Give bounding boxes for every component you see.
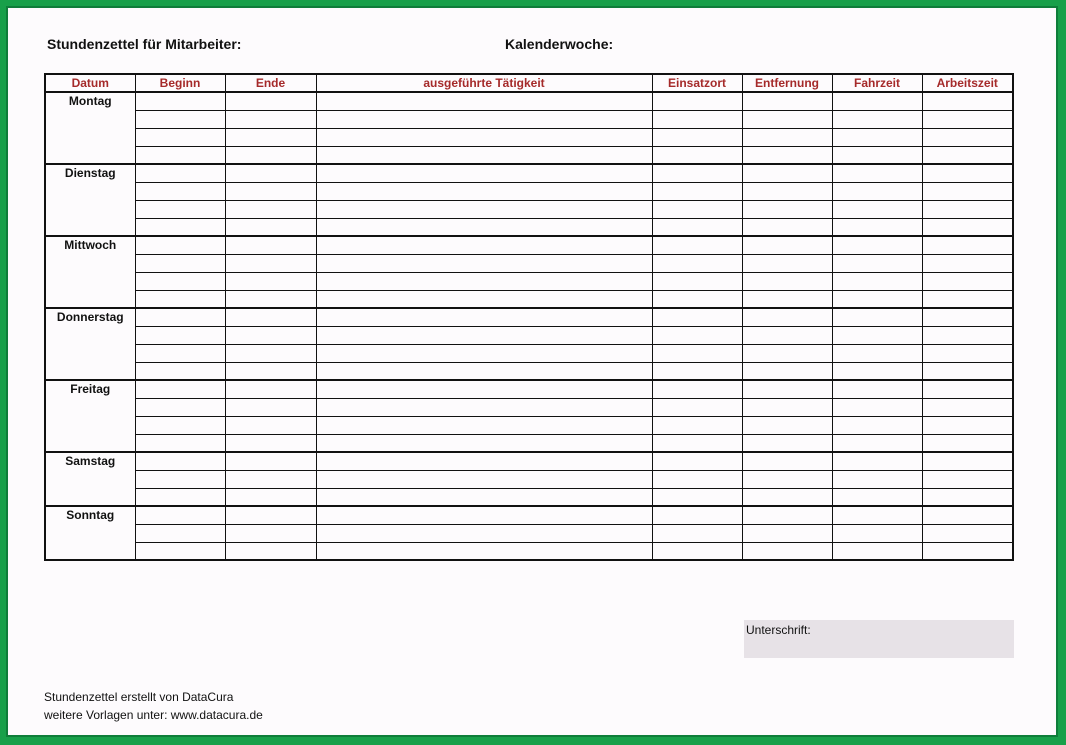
entry-cell[interactable] (135, 416, 225, 434)
entry-cell[interactable] (832, 128, 922, 146)
entry-cell[interactable] (922, 272, 1013, 290)
entry-cell[interactable] (922, 146, 1013, 164)
entry-cell[interactable] (742, 110, 832, 128)
entry-cell[interactable] (652, 110, 742, 128)
entry-cell[interactable] (652, 92, 742, 110)
signature-field[interactable] (744, 620, 1014, 658)
entry-cell[interactable] (742, 380, 832, 398)
entry-cell[interactable] (316, 542, 652, 560)
entry-cell[interactable] (316, 110, 652, 128)
entry-cell[interactable] (922, 92, 1013, 110)
entry-cell[interactable] (832, 254, 922, 272)
entry-cell[interactable] (832, 470, 922, 488)
entry-cell[interactable] (225, 200, 316, 218)
entry-cell[interactable] (316, 92, 652, 110)
column-header-7: Arbeitszeit (922, 74, 1013, 92)
entry-cell[interactable] (742, 470, 832, 488)
table-row (45, 362, 1013, 380)
entry-cell[interactable] (316, 362, 652, 380)
entry-cell[interactable] (832, 380, 922, 398)
entry-cell[interactable] (652, 290, 742, 308)
entry-cell[interactable] (135, 326, 225, 344)
entry-cell[interactable] (832, 452, 922, 470)
entry-cell[interactable] (316, 182, 652, 200)
day-label: Freitag (45, 380, 135, 452)
entry-cell[interactable] (225, 344, 316, 362)
entry-cell[interactable] (316, 200, 652, 218)
entry-cell[interactable] (742, 146, 832, 164)
entry-cell[interactable] (742, 488, 832, 506)
entry-cell[interactable] (652, 182, 742, 200)
entry-cell[interactable] (135, 308, 225, 326)
entry-cell[interactable] (742, 308, 832, 326)
entry-cell[interactable] (225, 308, 316, 326)
column-header-3: ausgeführte Tätigkeit (316, 74, 652, 92)
entry-cell[interactable] (316, 398, 652, 416)
entry-cell[interactable] (135, 200, 225, 218)
entry-cell[interactable] (652, 326, 742, 344)
column-header-1: Beginn (135, 74, 225, 92)
entry-cell[interactable] (742, 164, 832, 182)
column-header-6: Fahrzeit (832, 74, 922, 92)
column-header-row (45, 74, 1013, 92)
table-row (45, 470, 1013, 488)
entry-cell[interactable] (652, 524, 742, 542)
entry-cell[interactable] (316, 416, 652, 434)
column-header-0: Datum (45, 74, 135, 92)
entry-cell[interactable] (742, 182, 832, 200)
table-row (45, 434, 1013, 452)
table-row (45, 254, 1013, 272)
entry-cell[interactable] (832, 146, 922, 164)
entry-cell[interactable] (225, 326, 316, 344)
table-row (45, 326, 1013, 344)
table-row (45, 110, 1013, 128)
entry-cell[interactable] (316, 344, 652, 362)
entry-cell[interactable] (225, 362, 316, 380)
entry-cell[interactable] (742, 524, 832, 542)
entry-cell[interactable] (652, 380, 742, 398)
entry-cell[interactable] (316, 290, 652, 308)
entry-cell[interactable] (225, 416, 316, 434)
entry-cell[interactable] (742, 200, 832, 218)
entry-cell[interactable] (832, 326, 922, 344)
entry-cell[interactable] (135, 542, 225, 560)
table-row (45, 398, 1013, 416)
entry-cell[interactable] (135, 164, 225, 182)
entry-cell[interactable] (922, 506, 1013, 524)
entry-cell[interactable] (922, 182, 1013, 200)
entry-cell[interactable] (652, 164, 742, 182)
entry-cell[interactable] (742, 398, 832, 416)
entry-cell[interactable] (742, 452, 832, 470)
entry-cell[interactable] (652, 488, 742, 506)
entry-cell[interactable] (832, 362, 922, 380)
table-row (45, 380, 1013, 398)
entry-cell[interactable] (922, 254, 1013, 272)
entry-cell[interactable] (652, 452, 742, 470)
entry-cell[interactable] (652, 272, 742, 290)
entry-cell[interactable] (922, 416, 1013, 434)
entry-cell[interactable] (652, 398, 742, 416)
day-label: Donnerstag (45, 308, 135, 380)
calendar-week-label: Kalenderwoche: (505, 36, 614, 52)
entry-cell[interactable] (135, 110, 225, 128)
entry-cell[interactable] (652, 416, 742, 434)
entry-cell[interactable] (922, 380, 1013, 398)
timesheet-table-wrap (44, 73, 1014, 561)
entry-cell[interactable] (316, 272, 652, 290)
entry-cell[interactable] (832, 110, 922, 128)
entry-cell[interactable] (922, 524, 1013, 542)
entry-cell[interactable] (922, 488, 1013, 506)
entry-cell[interactable] (316, 524, 652, 542)
day-label: Sonntag (45, 506, 135, 560)
entry-cell[interactable] (742, 236, 832, 254)
entry-cell[interactable] (742, 542, 832, 560)
entry-cell[interactable] (832, 236, 922, 254)
entry-cell[interactable] (225, 506, 316, 524)
entry-cell[interactable] (742, 506, 832, 524)
entry-cell[interactable] (742, 362, 832, 380)
entry-cell[interactable] (922, 470, 1013, 488)
employee-title: Stundenzettel für Mitarbeiter: (47, 36, 242, 52)
table-row (45, 236, 1013, 254)
table-row (45, 344, 1013, 362)
entry-cell[interactable] (135, 128, 225, 146)
signature-label: Unterschrift: (746, 623, 811, 637)
entry-cell[interactable] (225, 470, 316, 488)
table-row (45, 488, 1013, 506)
entry-cell[interactable] (922, 128, 1013, 146)
entry-cell[interactable] (225, 182, 316, 200)
entry-cell[interactable] (316, 470, 652, 488)
entry-cell[interactable] (742, 326, 832, 344)
footer-credit: Stundenzettel erstellt von DataCura (44, 690, 234, 704)
entry-cell[interactable] (652, 542, 742, 560)
entry-cell[interactable] (832, 164, 922, 182)
entry-cell[interactable] (225, 398, 316, 416)
entry-cell[interactable] (922, 452, 1013, 470)
column-header-2: Ende (225, 74, 316, 92)
entry-cell[interactable] (922, 542, 1013, 560)
entry-cell[interactable] (652, 218, 742, 236)
entry-cell[interactable] (316, 308, 652, 326)
entry-cell[interactable] (652, 470, 742, 488)
entry-cell[interactable] (135, 236, 225, 254)
table-row (45, 146, 1013, 164)
entry-cell[interactable] (135, 524, 225, 542)
day-label: Samstag (45, 452, 135, 506)
entry-cell[interactable] (225, 272, 316, 290)
entry-cell[interactable] (135, 254, 225, 272)
entry-cell[interactable] (652, 308, 742, 326)
entry-cell[interactable] (135, 362, 225, 380)
entry-cell[interactable] (225, 434, 316, 452)
entry-cell[interactable] (922, 290, 1013, 308)
entry-cell[interactable] (316, 254, 652, 272)
entry-cell[interactable] (225, 380, 316, 398)
entry-cell[interactable] (742, 434, 832, 452)
timesheet-table (44, 73, 1014, 561)
entry-cell[interactable] (922, 344, 1013, 362)
entry-cell[interactable] (652, 254, 742, 272)
entry-cell[interactable] (652, 128, 742, 146)
table-row (45, 218, 1013, 236)
entry-cell[interactable] (225, 452, 316, 470)
entry-cell[interactable] (316, 218, 652, 236)
entry-cell[interactable] (225, 524, 316, 542)
table-row (45, 506, 1013, 524)
entry-cell[interactable] (135, 290, 225, 308)
table-row (45, 164, 1013, 182)
entry-cell[interactable] (316, 380, 652, 398)
entry-cell[interactable] (135, 434, 225, 452)
entry-cell[interactable] (225, 110, 316, 128)
table-row (45, 542, 1013, 560)
entry-cell[interactable] (832, 92, 922, 110)
entry-cell[interactable] (832, 182, 922, 200)
entry-cell[interactable] (135, 146, 225, 164)
entry-cell[interactable] (225, 128, 316, 146)
entry-cell[interactable] (652, 362, 742, 380)
entry-cell[interactable] (316, 452, 652, 470)
entry-cell[interactable] (742, 92, 832, 110)
table-row (45, 182, 1013, 200)
entry-cell[interactable] (652, 434, 742, 452)
entry-cell[interactable] (135, 218, 225, 236)
entry-cell[interactable] (832, 488, 922, 506)
entry-cell[interactable] (316, 326, 652, 344)
entry-cell[interactable] (832, 272, 922, 290)
entry-cell[interactable] (832, 416, 922, 434)
entry-cell[interactable] (135, 488, 225, 506)
entry-cell[interactable] (225, 92, 316, 110)
entry-cell[interactable] (316, 164, 652, 182)
entry-cell[interactable] (225, 542, 316, 560)
entry-cell[interactable] (225, 146, 316, 164)
entry-cell[interactable] (316, 506, 652, 524)
table-row (45, 452, 1013, 470)
entry-cell[interactable] (316, 128, 652, 146)
entry-cell[interactable] (832, 200, 922, 218)
day-label: Montag (45, 92, 135, 164)
entry-cell[interactable] (225, 218, 316, 236)
table-row (45, 128, 1013, 146)
table-row (45, 524, 1013, 542)
entry-cell[interactable] (225, 236, 316, 254)
entry-cell[interactable] (832, 218, 922, 236)
entry-cell[interactable] (652, 344, 742, 362)
table-row (45, 200, 1013, 218)
entry-cell[interactable] (922, 362, 1013, 380)
entry-cell[interactable] (742, 128, 832, 146)
entry-cell[interactable] (225, 164, 316, 182)
day-label: Mittwoch (45, 236, 135, 308)
entry-cell[interactable] (135, 272, 225, 290)
day-label: Dienstag (45, 164, 135, 236)
entry-cell[interactable] (922, 200, 1013, 218)
entry-cell[interactable] (742, 272, 832, 290)
timesheet-page (6, 6, 1058, 737)
entry-cell[interactable] (832, 290, 922, 308)
entry-cell[interactable] (316, 488, 652, 506)
entry-cell[interactable] (225, 488, 316, 506)
entry-cell[interactable] (742, 416, 832, 434)
column-header-5: Entfernung (742, 74, 832, 92)
table-row (45, 290, 1013, 308)
entry-cell[interactable] (316, 146, 652, 164)
entry-cell[interactable] (135, 182, 225, 200)
entry-cell[interactable] (135, 452, 225, 470)
table-row (45, 416, 1013, 434)
entry-cell[interactable] (922, 326, 1013, 344)
entry-cell[interactable] (135, 380, 225, 398)
entry-cell[interactable] (922, 236, 1013, 254)
entry-cell[interactable] (135, 506, 225, 524)
entry-cell[interactable] (922, 164, 1013, 182)
entry-cell[interactable] (742, 344, 832, 362)
entry-cell[interactable] (922, 434, 1013, 452)
entry-cell[interactable] (832, 308, 922, 326)
table-row (45, 272, 1013, 290)
entry-cell[interactable] (832, 344, 922, 362)
entry-cell[interactable] (922, 308, 1013, 326)
entry-cell[interactable] (225, 254, 316, 272)
entry-cell[interactable] (832, 434, 922, 452)
table-row (45, 92, 1013, 110)
entry-cell[interactable] (652, 146, 742, 164)
entry-cell[interactable] (135, 470, 225, 488)
table-row (45, 308, 1013, 326)
entry-cell[interactable] (652, 200, 742, 218)
entry-cell[interactable] (742, 254, 832, 272)
entry-cell[interactable] (135, 344, 225, 362)
entry-cell[interactable] (135, 398, 225, 416)
entry-cell[interactable] (832, 506, 922, 524)
entry-cell[interactable] (225, 290, 316, 308)
entry-cell[interactable] (922, 398, 1013, 416)
entry-cell[interactable] (742, 290, 832, 308)
entry-cell[interactable] (832, 524, 922, 542)
footer-templates-link[interactable]: weitere Vorlagen unter: www.datacura.de (44, 708, 263, 722)
entry-cell[interactable] (135, 92, 225, 110)
entry-cell[interactable] (922, 218, 1013, 236)
column-header-4: Einsatzort (652, 74, 742, 92)
entry-cell[interactable] (652, 236, 742, 254)
entry-cell[interactable] (316, 236, 652, 254)
entry-cell[interactable] (832, 542, 922, 560)
entry-cell[interactable] (652, 506, 742, 524)
entry-cell[interactable] (922, 110, 1013, 128)
entry-cell[interactable] (742, 218, 832, 236)
entry-cell[interactable] (832, 398, 922, 416)
entry-cell[interactable] (316, 434, 652, 452)
